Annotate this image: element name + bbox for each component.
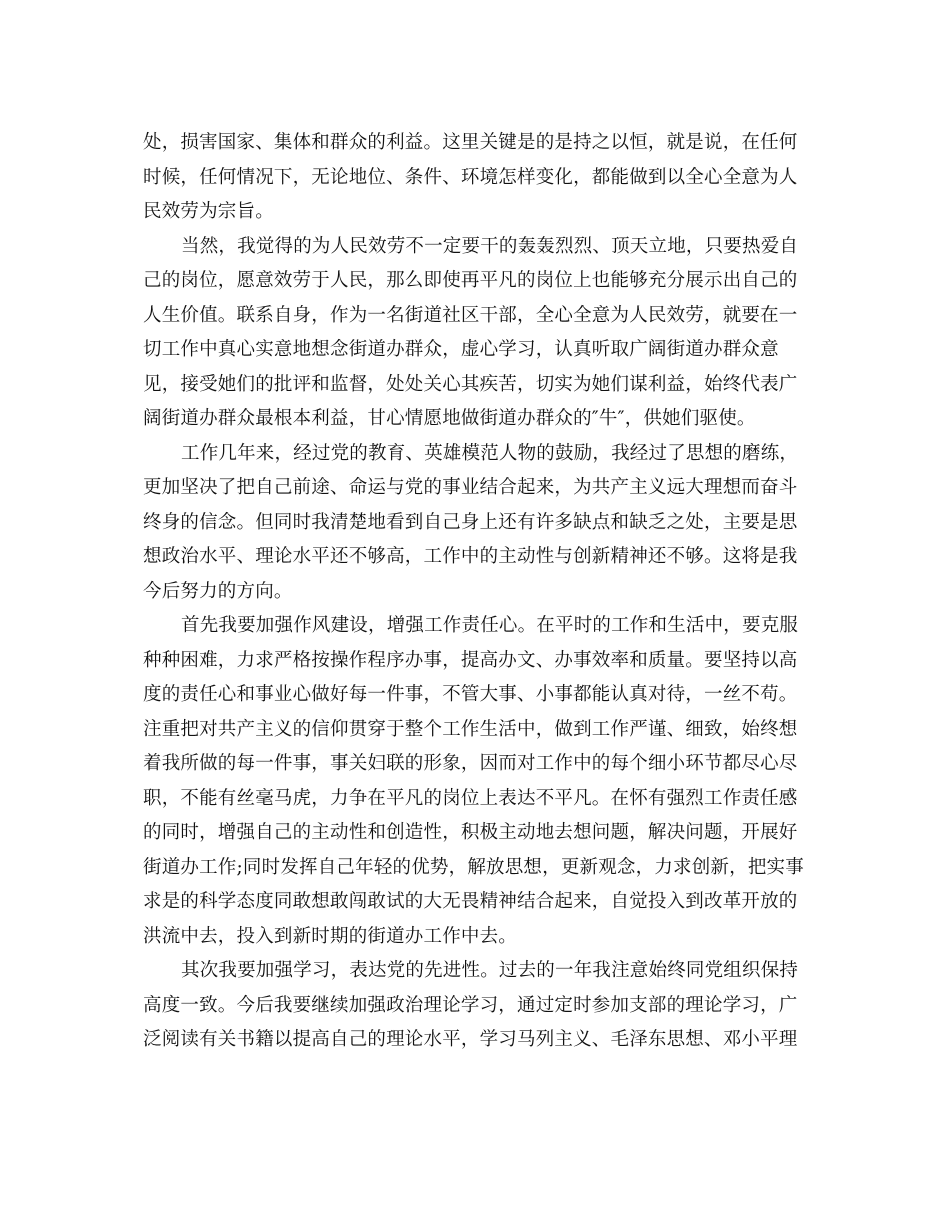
paragraph-first-line: 其次我要加强学习，表达党的先进性。过去的一年我注意始终同党组织保持 bbox=[181, 960, 799, 981]
text-line: 泛阅读有关书籍以提高自己的理论水平，学习马列主义、毛泽东思想、邓小平理 bbox=[143, 1029, 798, 1050]
text-line: 民效劳为宗旨。 bbox=[143, 201, 274, 222]
text-line: 时候，任何情况下，无论地位、条件、环境怎样变化，都能做到以全心全意为人 bbox=[143, 166, 798, 188]
text-line: 想政治水平、理论水平还不够高，工作中的主动性与创新精神还不够。这将是我 bbox=[143, 546, 798, 567]
text-line: 己的岗位，愿意效劳于人民，那么即使再平凡的岗位上也能够充分展示出自己的 bbox=[143, 270, 798, 291]
paragraph-first-line: 工作几年来，经过党的教育、英雄模范人物的鼓励，我经过了思想的磨练， bbox=[181, 442, 799, 464]
text-line: 处，损害国家、集体和群众的利益。这里关键是的是持之以恒，就是说，在任何 bbox=[143, 132, 798, 153]
text-line: 注重把对共产主义的信仰贯穿于整个工作生活中，做到工作严谨、细致，始终想 bbox=[143, 718, 798, 740]
text-line: 更加坚决了把自己前途、命运与党的事业结合起来，为共产主义远大理想而奋斗 bbox=[143, 477, 798, 498]
text-line: 终身的信念。但同时我清楚地看到自己身上还有许多缺点和缺乏之处，主要是思 bbox=[143, 511, 798, 533]
text-line: 洪流中去，投入到新时期的街道办工作中去。 bbox=[143, 925, 518, 947]
paragraph-first-line: 首先我要加强作风建设，增强工作责任心。在平时的工作和生活中，要克服 bbox=[181, 615, 799, 636]
text-line: 度的责任心和事业心做好每一件事，不管大事、小事都能认真对待，一丝不苟。 bbox=[143, 684, 798, 705]
text-line: 街道办工作;同时发挥自己年轻的优势，解放思想，更新观念，力求创新，把实事 bbox=[143, 856, 804, 878]
text-line: 高度一致。今后我要继续加强政治理论学习，通过定时参加支部的理论学习，广 bbox=[143, 994, 798, 1016]
text-line: 求是的科学态度同敢想敢闯敢试的大无畏精神结合起来，自觉投入到改革开放的 bbox=[143, 891, 798, 912]
text-line: 人生价值。联系自身，作为一名街道社区干部，全心全意为人民效劳，就要在一 bbox=[143, 304, 798, 326]
text-line: 职，不能有丝毫马虎，力争在平凡的岗位上表达不平凡。在怀有强烈工作责任感 bbox=[143, 787, 798, 809]
text-line: 种种困难，力求严格按操作程序办事，提高办文、办事效率和质量。要坚持以高 bbox=[143, 649, 798, 671]
text-line: 阔街道办群众最根本利益，甘心情愿地做街道办群众的″牛″，供她们驱使。 bbox=[143, 408, 756, 429]
text-line: 今后努力的方向。 bbox=[143, 580, 293, 602]
document-body bbox=[143, 126, 808, 1058]
text-line: 的同时，增强自己的主动性和创造性，积极主动地去想问题，解决问题，开展好 bbox=[143, 822, 798, 843]
text-line: 着我所做的每一件事，事关妇联的形象，因而对工作中的每个细小环节都尽心尽 bbox=[143, 753, 798, 774]
text-line: 切工作中真心实意地想念街道办群众，虚心学习，认真听取广阔街道办群众意 bbox=[143, 339, 779, 360]
paragraph-first-line: 当然，我觉得的为人民效劳不一定要干的轰轰烈烈、顶天立地，只要热爱自 bbox=[181, 235, 799, 257]
text-line: 见，接受她们的批评和监督，处处关心其疾苦，切实为她们谋利益，始终代表广 bbox=[143, 373, 798, 395]
